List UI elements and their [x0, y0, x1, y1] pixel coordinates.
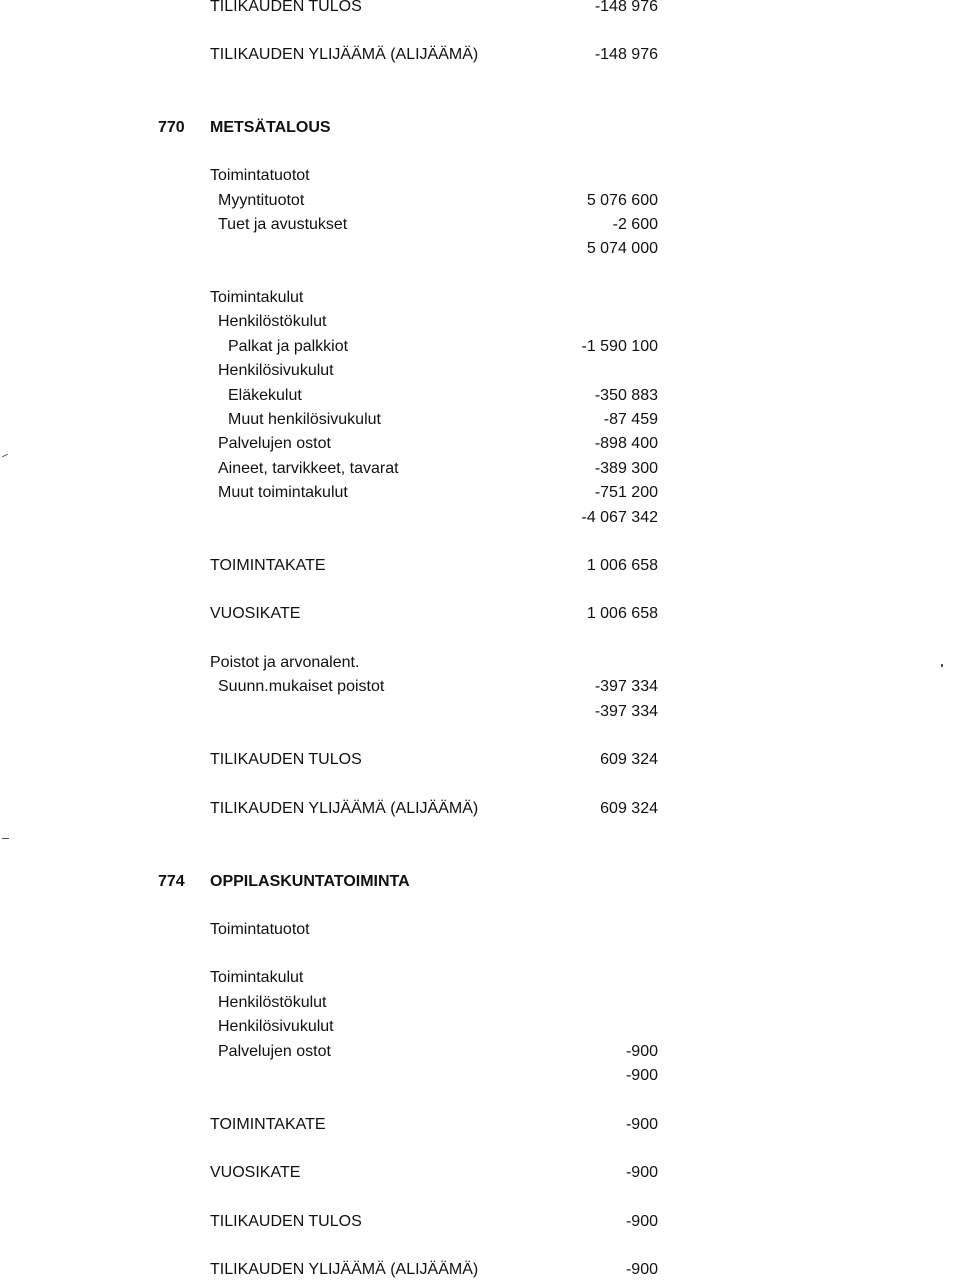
row-label: Tuet ja avustukset [218, 216, 348, 233]
row-amount: 5 076 600 [586, 192, 658, 209]
row-label: Toimintakulut [210, 289, 304, 306]
row-label: TILIKAUDEN TULOS [210, 751, 362, 768]
row-amount: 609 324 [600, 751, 658, 768]
section-code: 774 [158, 873, 185, 890]
row-vuosikate [0, 602, 960, 626]
row-toimintatuotot [0, 918, 960, 942]
scan-mark [941, 664, 943, 667]
row-tilikauden-ylijaama [0, 1258, 960, 1282]
row-palvelujen-ostot [0, 1040, 960, 1064]
row-vuosikate [0, 1161, 960, 1185]
row-amount: -148 976 [594, 0, 658, 15]
row-subtotal-toimintakulut [0, 1064, 960, 1088]
row-label: TOIMINTAKATE [210, 1116, 326, 1133]
row-label: Suunn.mukaiset poistot [218, 678, 385, 695]
row-elakekulut [0, 384, 960, 408]
row-label: TILIKAUDEN YLIJÄÄMÄ (ALIJÄÄMÄ) [210, 46, 479, 63]
row-label: TILIKAUDEN TULOS [210, 0, 362, 15]
row-palvelujen-ostot [0, 432, 960, 456]
row-amount: -898 400 [594, 435, 658, 452]
section-heading-770 [0, 116, 960, 140]
row-muut-toimintakulut [0, 481, 960, 505]
row-label: VUOSIKATE [210, 1164, 301, 1181]
row-amount: -900 [625, 1043, 658, 1060]
row-amount: 1 006 658 [586, 557, 658, 574]
section-code: 770 [158, 119, 185, 136]
row-henkilosivukulut [0, 359, 960, 383]
row-toimintakulut [0, 966, 960, 990]
row-label: Palvelujen ostot [218, 435, 331, 452]
row-label: Toimintatuotot [210, 167, 310, 184]
row-label: Poistot ja arvonalent. [210, 654, 360, 671]
row-tuet-ja-avustukset [0, 213, 960, 237]
row-amount: 609 324 [600, 800, 658, 817]
row-subtotal-poistot [0, 700, 960, 724]
row-label: VUOSIKATE [210, 605, 301, 622]
row-henkilosivukulut [0, 1015, 960, 1039]
row-amount: -2 600 [612, 216, 658, 233]
row-label: Henkilöstökulut [218, 313, 327, 330]
row-label: TILIKAUDEN YLIJÄÄMÄ (ALIJÄÄMÄ) [210, 800, 479, 817]
section-title: OPPILASKUNTATOIMINTA [210, 873, 410, 890]
row-subtotal-toimintakulut [0, 506, 960, 530]
row-suunn-mukaiset-poistot [0, 675, 960, 699]
row-amount: -1 590 100 [581, 338, 658, 355]
row-label: Toimintakulut [210, 969, 304, 986]
row-label: Palkat ja palkkiot [228, 338, 349, 355]
row-toimintakate [0, 1113, 960, 1137]
row-tilikauden-tulos [0, 748, 960, 772]
row-label: Toimintatuotot [210, 921, 310, 938]
row-amount: -148 976 [594, 46, 658, 63]
scan-mark [2, 838, 9, 839]
row-henkilostokulut [0, 991, 960, 1015]
row-label: TILIKAUDEN YLIJÄÄMÄ (ALIJÄÄMÄ) [210, 1261, 479, 1278]
row-tilikauden-ylijaama [0, 797, 960, 821]
row-aineet-tarvikkeet [0, 457, 960, 481]
row-tilikauden-tulos [0, 0, 960, 19]
row-amount: -900 [625, 1164, 658, 1181]
row-amount: -900 [625, 1116, 658, 1133]
row-toimintatuotot [0, 164, 960, 188]
row-amount: -900 [625, 1261, 658, 1278]
row-label: Aineet, tarvikkeet, tavarat [218, 460, 399, 477]
row-poistot-ja-arvonalent [0, 651, 960, 675]
row-tilikauden-tulos [0, 1210, 960, 1234]
row-label: Henkilösivukulut [218, 1018, 334, 1035]
row-toimintakulut [0, 286, 960, 310]
row-amount: 5 074 000 [586, 240, 658, 257]
row-amount: -900 [625, 1213, 658, 1230]
row-label: Myyntituotot [218, 192, 305, 209]
row-amount: -751 200 [594, 484, 658, 501]
section-title: METSÄTALOUS [210, 119, 331, 136]
row-amount: 1 006 658 [586, 605, 658, 622]
row-tilikauden-ylijaama [0, 43, 960, 67]
row-label: Eläkekulut [228, 387, 302, 404]
row-label: Muut toimintakulut [218, 484, 348, 501]
row-label: Henkilösivukulut [218, 362, 334, 379]
row-label: Henkilöstökulut [218, 994, 327, 1011]
row-amount: -900 [625, 1067, 658, 1084]
row-amount: -389 300 [594, 460, 658, 477]
row-palkat-ja-palkkiot [0, 335, 960, 359]
row-amount: -4 067 342 [581, 509, 658, 526]
row-amount: -87 459 [603, 411, 658, 428]
row-subtotal-toimintatuotot [0, 237, 960, 261]
row-label: Palvelujen ostot [218, 1043, 331, 1060]
row-muut-henkilosivukulut [0, 408, 960, 432]
row-label: TILIKAUDEN TULOS [210, 1213, 362, 1230]
row-amount: -350 883 [594, 387, 658, 404]
row-myyntituotot [0, 189, 960, 213]
row-label: TOIMINTAKATE [210, 557, 326, 574]
row-amount: -397 334 [594, 703, 658, 720]
section-heading-774 [0, 870, 960, 894]
row-label: Muut henkilösivukulut [228, 411, 381, 428]
row-henkilostokulut [0, 310, 960, 334]
row-amount: -397 334 [594, 678, 658, 695]
row-toimintakate [0, 554, 960, 578]
